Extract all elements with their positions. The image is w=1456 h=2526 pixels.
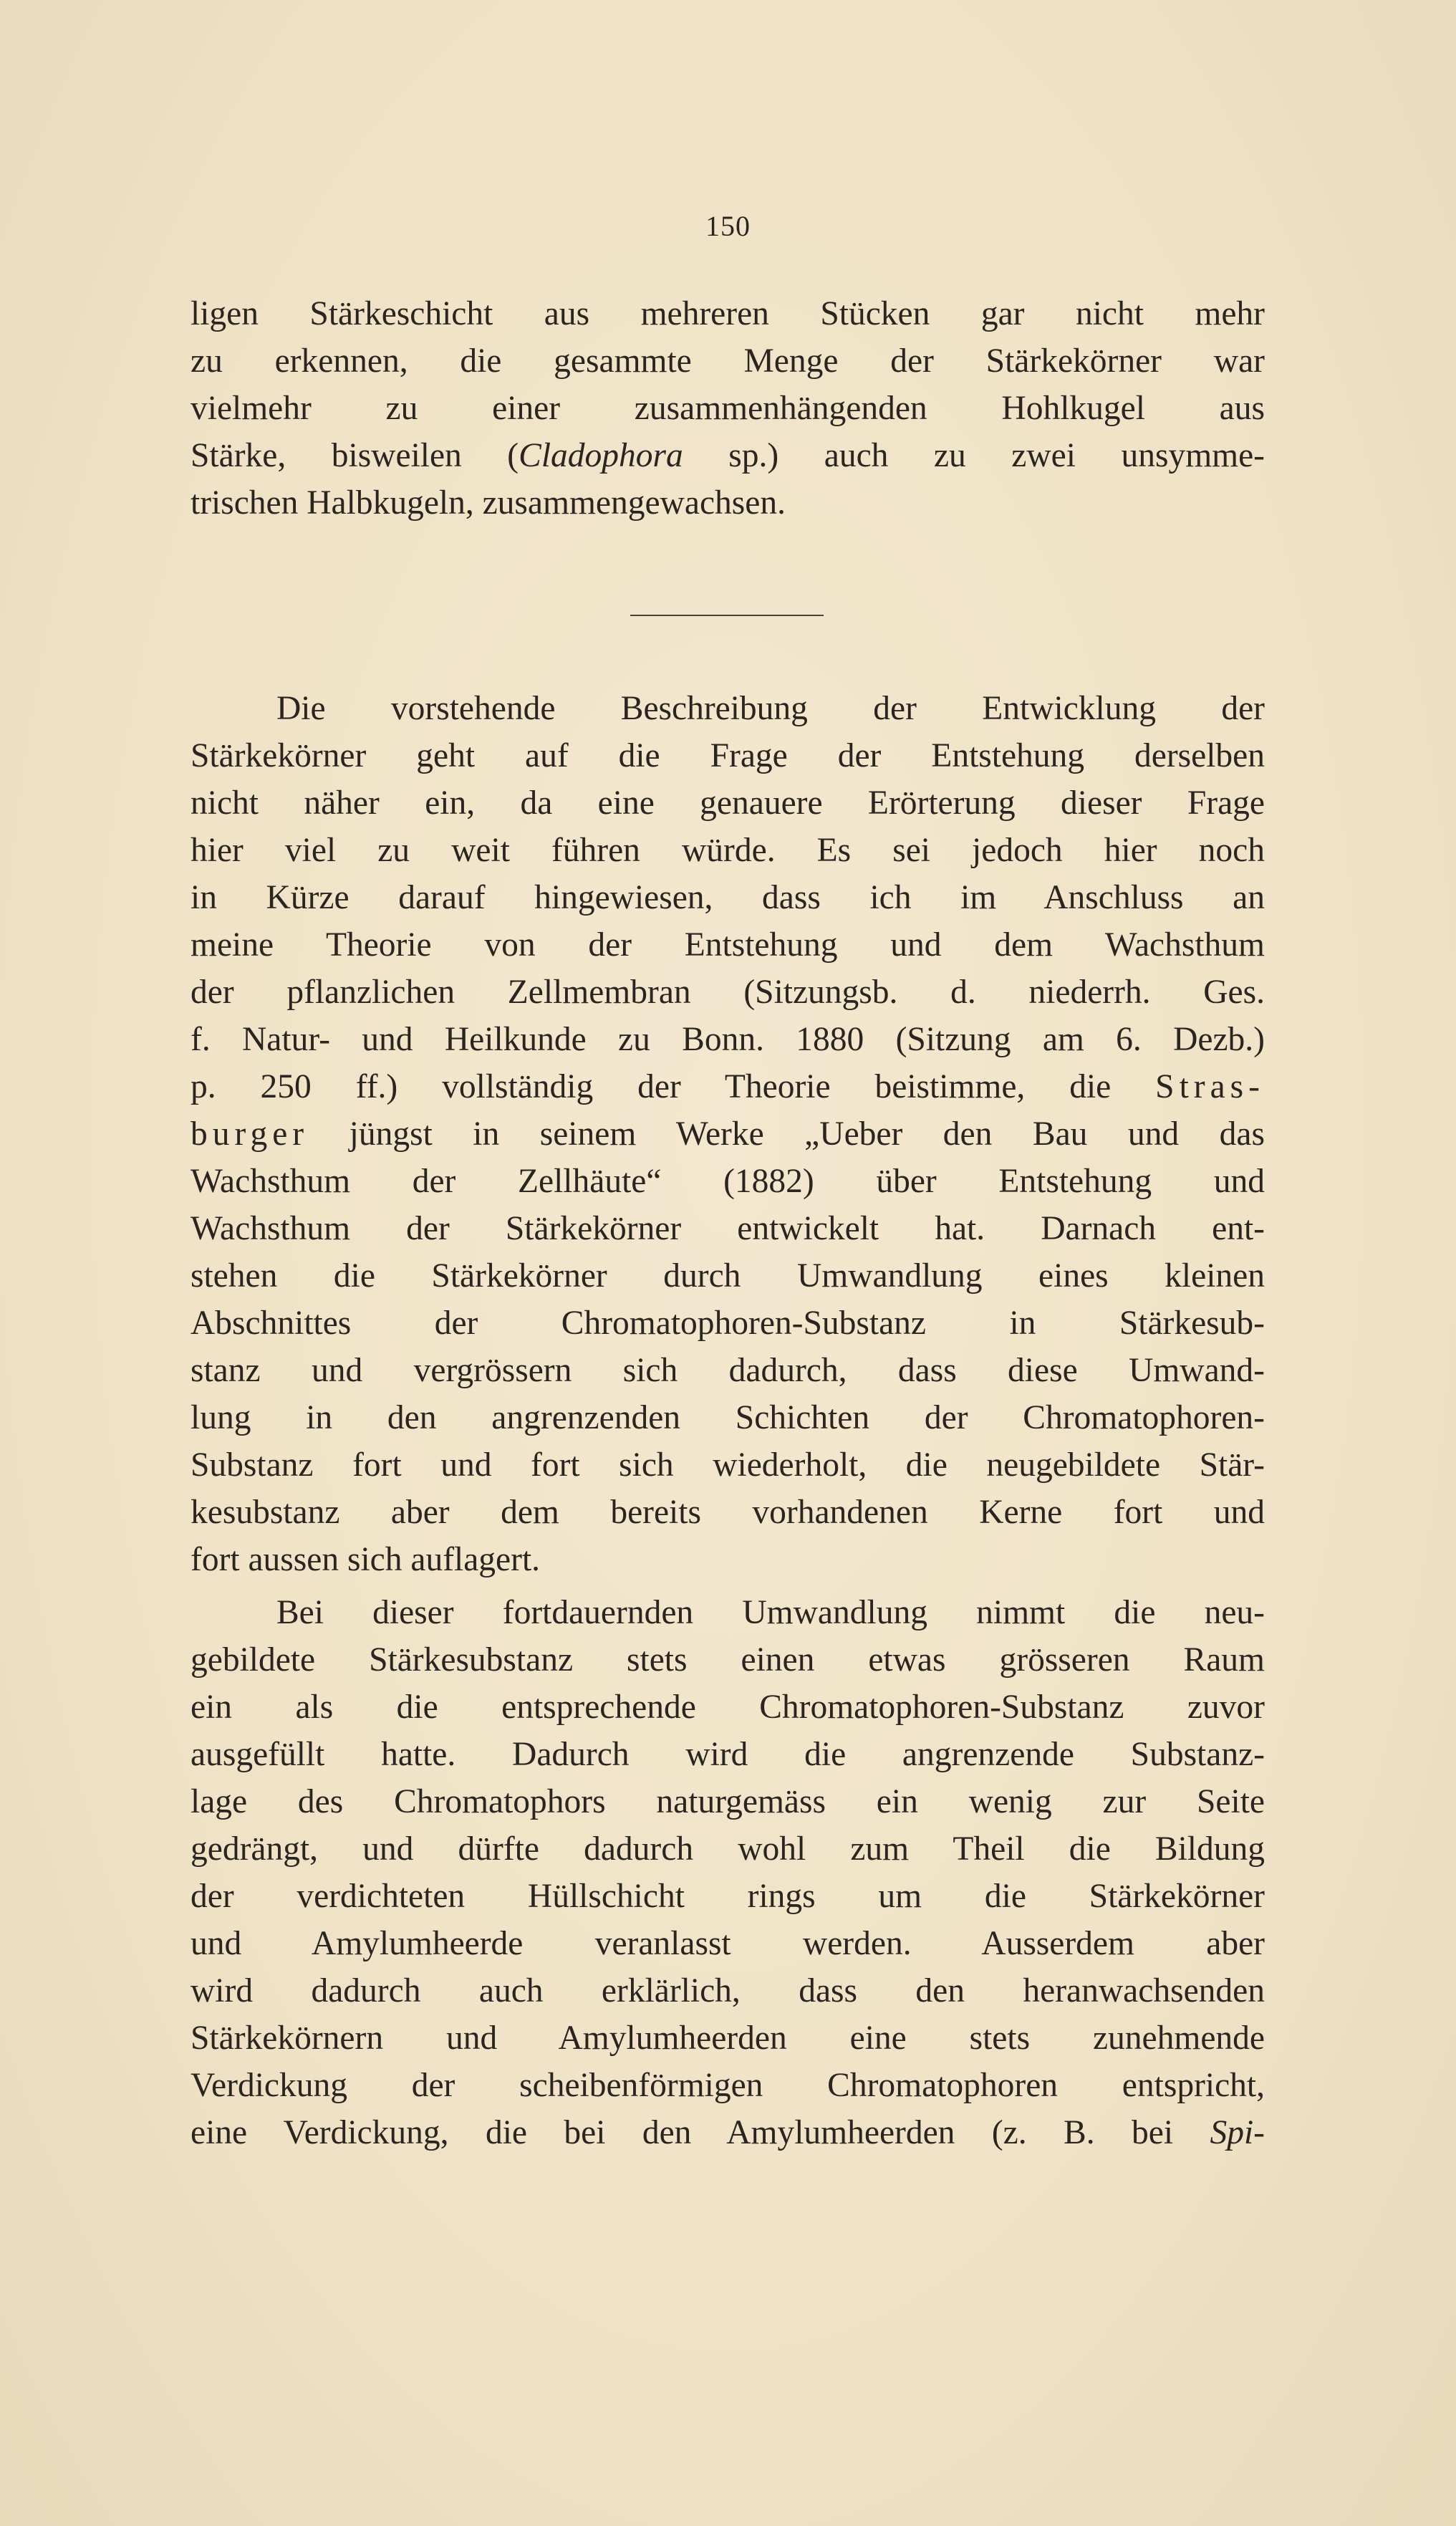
text-line: ausgefüllt hatte. Dadurch wird die angrenzende Substanz-: [191, 1736, 1265, 1773]
italic-term: Spi-: [1210, 2114, 1265, 2151]
text-line: Stärke, bisweilen (Cladophora sp.) auch zu zwei unsymme-: [191, 437, 1265, 474]
text-line: Bei dieser fortdauernden Umwandlung nimmt die neu-: [276, 1594, 1265, 1631]
text-line: zu erkennen, die gesammte Menge der Stärkekörner war: [191, 342, 1265, 380]
text-line: und Amylumheerde veranlasst werden. Ausserdem aber: [191, 1925, 1265, 1962]
text-line: ein als die entsprechende Chromatophoren-Substanz zuvor: [191, 1689, 1265, 1726]
text-line: p. 250 ff.) vollständig der Theorie beistimme, die Stras-: [191, 1068, 1265, 1105]
spaced-name: burger: [191, 1115, 309, 1153]
text-line: stehen die Stärkekörner durch Umwandlung eines kleinen: [191, 1257, 1265, 1295]
text-line: Substanz fort und fort sich wiederholt, die neugebildete Stär-: [191, 1446, 1265, 1484]
text-line: meine Theorie von der Entstehung und dem Wachsthum: [191, 926, 1265, 964]
text-line: vielmehr zu einer zusammenhängenden Hohlkugel aus: [191, 390, 1265, 427]
paragraph-gap: [191, 1583, 1265, 1589]
text-line: lage des Chromatophors naturgemäss ein wenig zur Seite: [191, 1783, 1265, 1820]
section-divider: [630, 615, 824, 616]
text-line: Stärkekörnern und Amylumheerden eine stets zunehmende: [191, 2020, 1265, 2057]
text-line: lung in den angrenzenden Schichten der Chromatophoren-: [191, 1399, 1265, 1436]
text-line: gebildete Stärkesubstanz stets einen etwas grösseren Raum: [191, 1641, 1265, 1679]
text-line: kesubstanz aber dem bereits vorhandenen Kerne fort und: [191, 1494, 1265, 1531]
section-1-text: [191, 290, 1265, 527]
section-2-text: [191, 685, 1265, 2156]
text-line: stanz und vergrössern sich dadurch, dass diese Umwand-: [191, 1352, 1265, 1389]
text-line: hier viel zu weit führen würde. Es sei jedoch hier noch: [191, 832, 1265, 869]
text-line: eine Verdickung, die bei den Amylumheerden (z. B. bei Spi-: [191, 2114, 1265, 2151]
text-line: Verdickung der scheibenförmigen Chromatophoren entspricht,: [191, 2067, 1265, 2104]
text-line: nicht näher ein, da eine genauere Erörterung dieser Frage: [191, 784, 1265, 822]
spaced-name: Stras-: [1155, 1068, 1265, 1105]
text-line: Stärkekörner geht auf die Frage der Entstehung derselben: [191, 737, 1265, 774]
italic-term: Cladophora: [519, 437, 683, 474]
text-line: f. Natur- und Heilkunde zu Bonn. 1880 (Sitzung am 6. Dezb.): [191, 1021, 1265, 1058]
page-number: 150: [705, 210, 751, 242]
text-line: gedrängt, und dürfte dadurch wohl zum Theil die Bildung: [191, 1830, 1265, 1868]
text-line: Wachsthum der Zellhäute“ (1882) über Entstehung und: [191, 1163, 1265, 1200]
text-line: wird dadurch auch erklärlich, dass den heranwachsenden: [191, 1972, 1265, 2009]
text-line: der verdichteten Hüllschicht rings um die Stärkekörner: [191, 1878, 1265, 1915]
text-line: ligen Stärkeschicht aus mehreren Stücken gar nicht mehr: [191, 295, 1265, 332]
text-line: in Kürze darauf hingewiesen, dass ich im Anschluss an: [191, 879, 1265, 916]
text-line: Die vorstehende Beschreibung der Entwicklung der: [276, 690, 1265, 727]
text-line: Wachsthum der Stärkekörner entwickelt hat. Darnach ent-: [191, 1210, 1265, 1247]
text-line: der pflanzlichen Zellmembran (Sitzungsb. d. niederrh. Ges.: [191, 974, 1265, 1011]
text-line: trischen Halbkugeln, zusammengewachsen.: [191, 484, 786, 522]
text-line: fort aussen sich auflagert.: [191, 1541, 541, 1578]
text-line: burger jüngst in seinem Werke „Ueber den Bau und das: [191, 1115, 1265, 1153]
text-line: Abschnittes der Chromatophoren-Substanz in Stärkesub-: [191, 1305, 1265, 1342]
